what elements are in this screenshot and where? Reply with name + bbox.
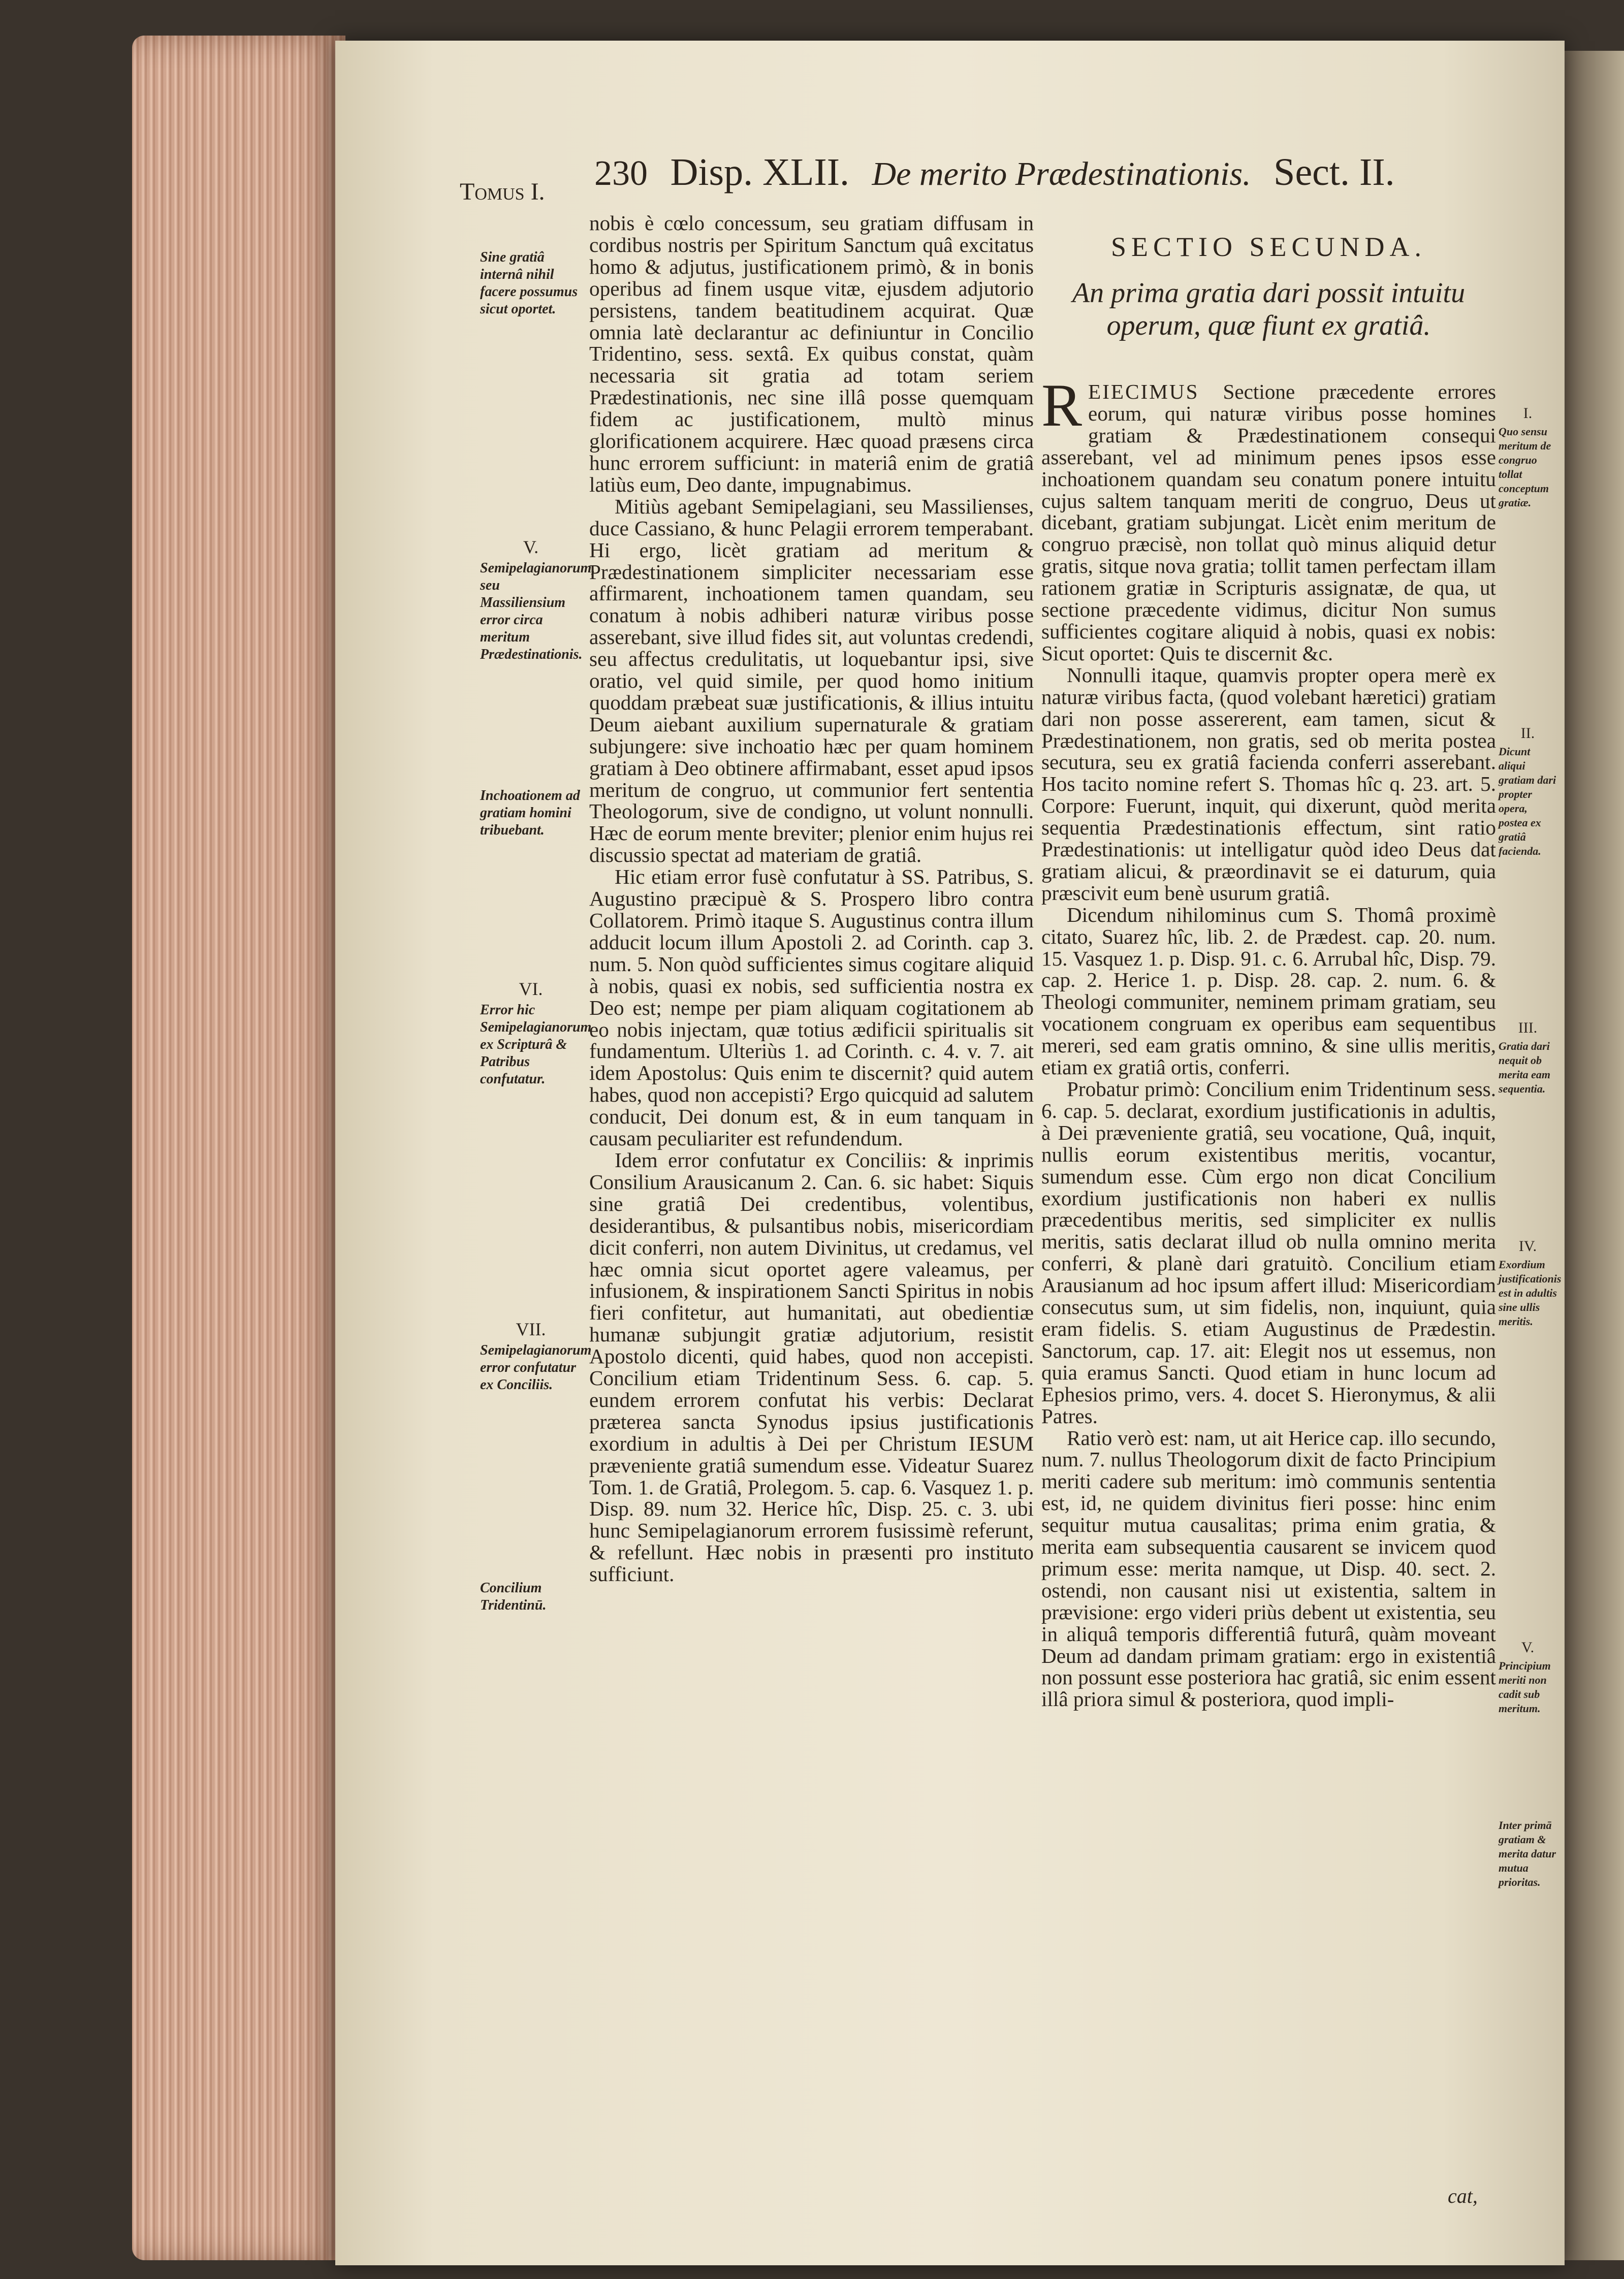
right-paragraph-1 [1041,371,1496,665]
left-margin-note-6-text: Concilium Tridentinū. [480,1580,547,1613]
drop-capital: R [1041,371,1082,439]
page-number: 230 [594,154,648,193]
section-label: Sect. II. [1273,151,1395,194]
left-paragraph-4: Idem error confutatur ex Conciliis: & inprimis Consilium Arausicanum 2. Can. 6. sic habet: Siquis sine gratiâ Dei credentibus, volentibus, desiderantibus, & pulsantibus nobis, misericordiam dicit conferri, non autem Divinitus, ut credamus, vel hæc omnia sicut oportet agere valeamus, per infusionem, & inspirationem Sancti Spiritus in nobis fieri confitetur, aut humanitati, aut obedientiæ humanæ subjungit gratiæ adjutorium, resistit Apostolo dicenti, quid habes, quod non accepisti. Concilium etiam Tridentinum Sess. 6. cap. 5. eundem errorem confutat his verbis: Declarat præterea sancta Synodus ipsius justificationis exordium in adultis à Dei per Christum IESUM præveniente gratiâ sumendum esse. Videatur Suarez Tom. 1. de Gratiâ, Prolegom. 5. cap. 6. Vasquez 1. p. Disp. 89. num 32. Herice hîc, Disp. 25. c. 3. ubi hunc Semipelagianorum errorem fusissimè referunt, & refellunt. Hæc nobis in præsenti pro instituto sufficiunt. [589,1148,1034,1586]
left-margin-note-2-number: V. [523,537,539,557]
right-margin-note-5 [1499,1641,1557,1716]
right-paragraph-1-text: Sectione præcedente errores eorum, qui naturæ viribus posse homines gratiam & Prædestinationem consequi asserebant, vel ad minimum penes ipsos esse inchoationem quandam seu conatum ponere intuitu cujus saltem tanquam meriti de congruo, Deus ut dicebant, gratiam subjungat. Licèt enim meritum de congruo præcisè, non tollat quò minus aliquid detur gratis, sitque nova gratia; tollit tamen perfectam illam rationem gratiæ in Scripturis assignatæ, de qua, ut sectione præcedente vidimus, dicitur Non sumus sufficientes cogitare aliquid à nobis, quasi ex nobis: Sicut oportet: Quis te discernit &c. [1041,380,1496,665]
right-margin-note-6-text: Inter primā gratiam & merita datur mutua prioritas. [1499,1819,1556,1888]
right-margin-note-5-text: Principium meriti non cadit sub meritum. [1499,1659,1551,1715]
left-margin-note-4-number: VI. [519,979,543,999]
right-margin-note-3 [1499,1021,1557,1096]
left-paragraph-1: nobis è cœlo concessum, seu gratiam diffusam in cordibus nostris per Spiritum Sanctum quâ excitatus homo & adjutus, justificationem primò, & in bonis operibus ad finem usque vitæ, ejusdem adjutorio persistens, tandem beatitudinem acquirat. Quæ omnia latè declarantur ac definiuntur in Concilio Tridentino, sess. sextâ. Ex quibus constat, quàm necessaria sit gratia ad totam seriem Prædestinationis, nec sine illâ posse quemquam fidem ac justificationem, multò minus glorificationem acquirere. Hæc quoad præsens circa hunc errorem sufficiunt: in materiâ enim de gratiâ latiùs eum, Deo dante, impugnabimus. [589,211,1034,496]
running-header [594,150,1409,195]
left-paragraph-3: Hic etiam error fusè confutatur à SS. Patribus, S. Augustino præcipuè & S. Prospero libro contra Collatorem. Primò itaque S. Augustinus contra illum adducit locum illum Apostoli 2. ad Corinth. cap 3. num. 5. Non quòd sufficientes simus cogitare aliquid à nobis, quasi ex nobis, sed sufficientia nostra ex Deo est; nempe per piam aliquam cogitationem ab eo nobis injectam, quæ totius ædificii spiritualis sit fundamentum. Ulteriùs 1. ad Corinth. c. 4. v. 7. ait idem Apostolus: Quis enim te discernit? quid autem habes, quod non accepisti? Ergo quicquid ad salutem conducit, Dei donum est, & in eum tanquam in causam peculiariter est refundendum. [589,865,1034,1150]
right-margin-note-2-number: II. [1520,725,1535,742]
right-column [1041,371,1496,1711]
lead-word: EIECIMUS [1088,380,1199,403]
right-margin-note-5-number: V. [1521,1639,1535,1656]
right-margin-note-3-text: Gratia dari nequit ob merita eam sequentia. [1499,1040,1551,1095]
left-margin-note-1 [480,249,582,318]
left-margin-note-5-text: Semipelagianorum error confutatur ex Conciliis. [480,1342,592,1393]
left-margin-note-6 [480,1580,582,1614]
right-paragraph-3: Dicendum nihilominus cum S. Thomâ proximè citato, Suarez hîc, lib. 2. de Prædest. cap. 20. num. 15. Vasquez 1. p. Disp. 91. c. 6. Arrubal hîc, Disp. 79. cap. 2. Herice 1. p. Disp. 28. cap. 2. num. 6. & Theologi communiter, neminem primam gratiam, seu vocationem congruam ex operibus eam sequentibus mereri, sed eam gratis omnino, & sine ullis meritis, etiam ex gratiâ ortis, conferri. [1041,903,1496,1079]
left-margin-note-1-text: Sine gratiâ internâ nihil facere possumus sicut oportet. [480,249,578,317]
right-margin-note-4 [1499,1238,1562,1329]
right-margin-note-6 [1499,1818,1557,1889]
left-margin-note-3-text: Inchoationem ad gratiam homini tribuebant. [480,788,580,838]
right-margin-note-2-text: Dicunt aliqui gratiam dari propter opera, postea ex gratiâ facienda. [1499,745,1556,857]
right-margin-note-2 [1499,726,1557,858]
left-margin-note-4-text: Error hic Semipelagianorum ex Scripturâ & Patribus confutatur. [480,1002,592,1087]
left-margin-note-2 [480,537,595,663]
header-title: De merito Prædestinationis. [872,155,1251,192]
left-column [589,212,1034,1585]
left-margin-note-5-number: VII. [516,1319,546,1339]
catchword: cat, [1448,2185,1478,2207]
right-paragraph-5: Ratio verò est: nam, ut ait Herice cap. illo secundo, num. 7. nullus Theologorum dixit de facto Principium meriti cadere sub meritum: imò communis sententia est, id, ne quidem divinitus fieri posse: hinc enim sequitur mutua causalitas; prima enim gratia, & merita eam subsequentia causarent se invicem quod primum esse: merita namque, ut Disp. 40. sect. 2. ostendi, non causant nisi ut existentia, saltem in prævisione: ergo videri priùs debent ut existentia, seu in aliquâ temporis differentiâ futurâ, quàm moveant Deum ad dandam primam gratiam: ergo in existentiâ non possunt esse posteriora hac gratiâ, sic enim essent illâ priora simul & posteriora, quod impli- [1041,1426,1496,1711]
left-margin-note-2-text: Semipelagianorum, seu Massiliensium error circa meritum Prædestinationis. [480,560,595,662]
left-paragraph-2: Mitiùs agebant Semipelagiani, seu Massilienses, duce Cassiano, & hunc Pelagii errorem temperabant. Hi ergo, licèt gratiam ad meritum & Prædestinationem simpliciter necessariam esse affirmarent, inchoationem tamen quandam, seu conatum à nobis adhiberi naturæ viribus posse asserebant, sive illud fides sit, aut voluntas credendi, seu affectus credulitatis, ut loquebantur ipsi, sive oratio, vel quid simile, per quod homo initium quoddam præbeat suæ justificationis, & illius intuitu Deum aiebant auxilium supernaturale & gratiam subjungere: sive inchoatio hæc per quam hominem gratiam à Deo obtinere affirmabant, esset apud ipsos meritum de congruo, ut communior fert sententia Theologorum, sive de condigno, ut volunt nonnulli. Hæc de eorum mente breviter; plenior enim hujus rei discussio spectat ad materiam de gratiâ. [589,494,1034,867]
facing-page-edge [1565,51,1624,2260]
right-margin-note-4-text: Exordium justificationis est in adultis sine ullis meritis. [1499,1258,1562,1328]
right-margin-note-3-number: III. [1518,1019,1538,1036]
right-margin-note-4-number: IV. [1518,1238,1537,1255]
right-margin-note-1 [1499,406,1557,510]
left-margin-note-5 [480,1319,592,1394]
right-paragraph-4: Probatur primò: Concilium enim Tridentinum sess. 6. cap. 5. declarat, exordium justificationis in adultis, à Dei præveniente gratiâ, seu vocatione, Quâ, inquit, nullis eorum existentibus meritis, vocantur, sumendum esse. Cùm ergo non dicat Concilium exordium justificationis non haberi ex nullis præcedentibus meritis, sed simpliciter ex nullis meritis, satis declarat illud ob nulla omnino merita conferri, & planè dari gratuitò. Concilium etiam Arausianum ad hoc ipsum affert illud: Misericordiam consecutus sum, ut sim fidelis, non, inquiunt, quia eram fidelis. S. etiam Augustinus de Prædestin. Sanctorum, cap. 17. ait: Elegit nos ut essemus, non quia eramus Sancti. Quod etiam in hunc locum ad Ephesios primo, vers. 4. docet S. Hieronymus, & alii Patres. [1041,1077,1496,1428]
right-margin-note-1-number: I. [1523,405,1533,422]
page-edges [132,36,345,2260]
section-subtitle: An prima gratia dari possit intuitu operum, quæ fiunt ex gratiâ. [1072,277,1466,341]
right-margin-note-1-text: Quo sensu meritum de congruo tollat conceptum gratiæ. [1499,425,1551,509]
section-title: SECTIO SECUNDA. [1110,232,1427,262]
tomus-label: Tomus I. [460,178,545,205]
left-margin-note-3 [480,787,582,839]
left-margin-note-4 [480,979,592,1088]
disputation-label: Disp. XLII. [670,151,850,194]
right-paragraph-2: Nonnulli itaque, quamvis propter opera merè ex naturæ viribus facta, (quod volebant hæretici) gratiam dari non posse assererent, eam tamen, sicut & Prædestinationem, non gratis, sed ob merita postea secutura, seu ex gratiâ facienda conferri asserebant. Hos tacito nomine refert S. Thomas hîc q. 23. art. 5. Corpore: Fuerunt, inquit, qui dixerunt, quòd merita sequentia Prædestinationis effectum, sint ratio Prædestinationis: ut intelligatur quòd ideo Deus dat gratiam alicui, & præordinavit se ei daturum, quia præscivit eum benè usurum gratiâ. [1041,663,1496,905]
